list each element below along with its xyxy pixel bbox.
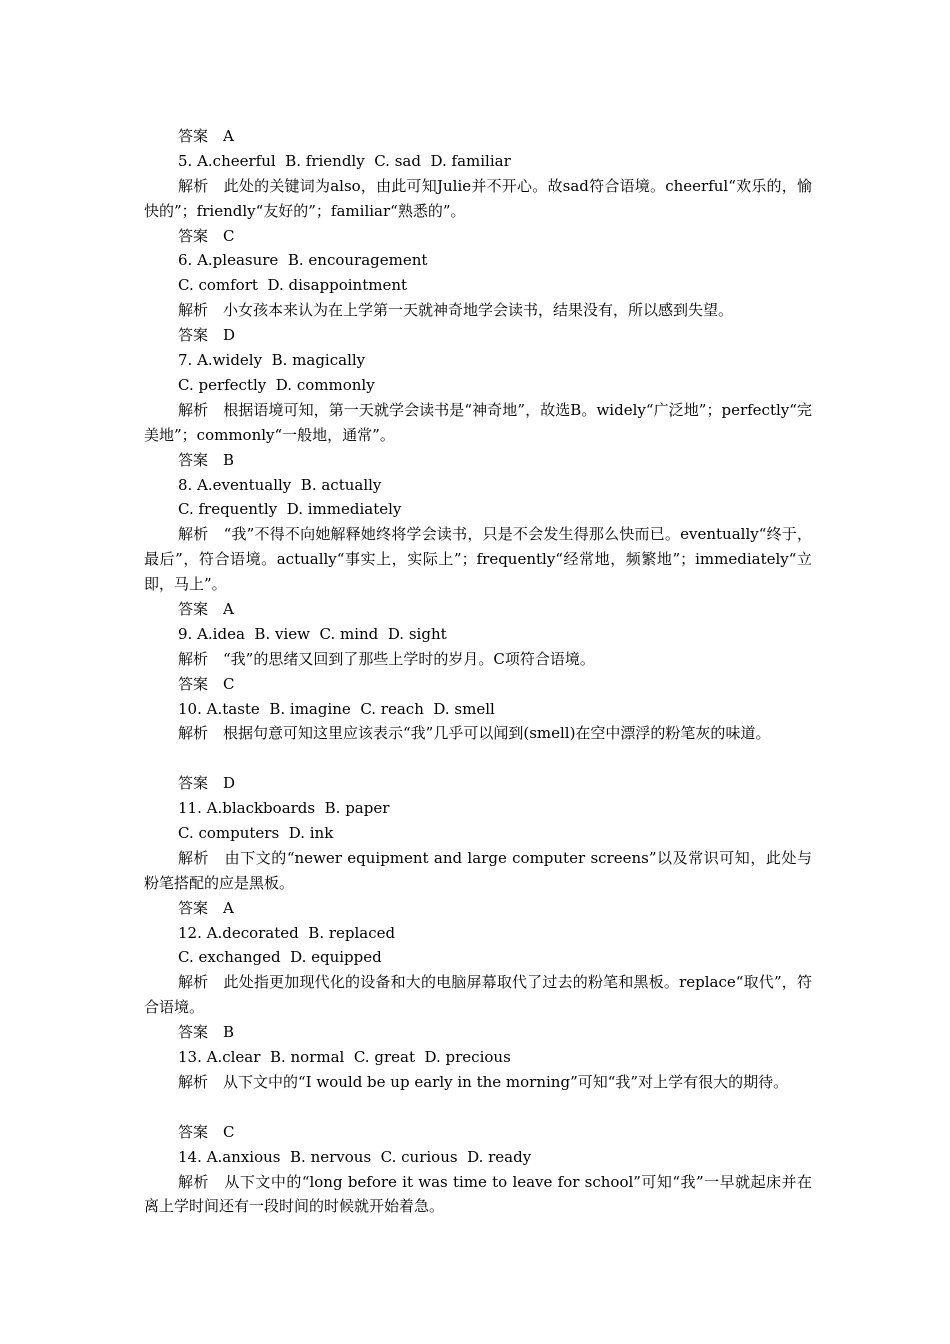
question-options: 12. A.decorated B. replaced (178, 923, 396, 942)
answer-line: 答案 A (178, 127, 234, 145)
explanation: 解析 根据句意可知这里应该表示“我”几乎可以闻到(smell)在空中漂浮的粉笔灰的味道。 (178, 724, 771, 743)
question-options: C. perfectly D. commonly (178, 375, 375, 394)
explanation: 解析 根据语境可知，第一天就学会读书是“神奇地”，故选B。widely“广泛地”；perfectly“完美地”；commonly“一般地，通常”。 (144, 400, 812, 444)
answer-line: 答案 B (178, 450, 235, 469)
question-options: 5. A.cheerful B. friendly C. sad D. familiar (178, 151, 511, 170)
explanation: 解析 由下文的“newer equipment and large computer screens”以及常识可知，此处与粉笔搭配的应是黑板。 (144, 848, 812, 892)
question-options: 11. A.blackboards B. paper (178, 799, 390, 818)
answer-line: 答案 B (178, 1023, 235, 1042)
explanation: 解析 小女孩本来认为在上学第一天就神奇地学会读书，结果没有，所以感到失望。 (178, 301, 734, 320)
answer-line: 答案 C (178, 226, 235, 245)
question-options: C. computers D. ink (178, 824, 334, 842)
answer-line: 答案 C (178, 674, 235, 693)
answer-explanations (144, 124, 812, 1219)
question-options: C. exchanged D. equipped (178, 948, 382, 967)
question-options: 10. A.taste B. imagine C. reach D. smell (178, 699, 495, 718)
explanation: 解析 从下文中的“I would be up early in the morning”可知“我”对上学有很大的期待。 (178, 1072, 789, 1091)
answer-line: 答案 A (178, 898, 234, 917)
question-options: 14. A.anxious B. nervous C. curious D. ready (178, 1147, 532, 1166)
answer-line: 答案 D (178, 774, 236, 793)
explanation: 解析 此处指更加现代化的设备和大的电脑屏幕取代了过去的粉笔和黑板。replace“取代”，符合语境。 (144, 973, 812, 1017)
answer-line: 答案 C (178, 1122, 235, 1141)
explanation: 解析 从下文中的“long before it was time to leave for school”可知“我”一早就起床并在离上学时间还有一段时间的时候就开始着急。 (144, 1172, 812, 1216)
explanation: 解析 “我”的思绪又回到了那些上学时的岁月。C项符合语境。 (178, 649, 595, 668)
question-options: 8. A.eventually B. actually (178, 475, 382, 494)
answer-line: 答案 D (178, 326, 236, 345)
question-options: 7. A.widely B. magically (178, 351, 366, 370)
question-options: 9. A.idea B. view C. mind D. sight (178, 624, 447, 643)
explanation: 解析 此处的关键词为also，由此可知Julie并不开心。故sad符合语境。cheerful“欢乐的，愉快的”；friendly“友好的”；familiar“熟悉的”。 (144, 176, 812, 220)
question-options: C. comfort D. disappointment (178, 276, 408, 295)
explanation: 解析 “我”不得不向她解释她终将学会读书，只是不会发生得那么快而已。eventually“终于，最后”，符合语境。actually“事实上，实际上”；frequently“经常地，频繁地”；immediately“立即，马上”。 (144, 525, 812, 594)
question-options: 13. A.clear B. normal C. great D. precious (178, 1048, 511, 1067)
answer-line: 答案 A (178, 599, 234, 618)
question-options: 6. A.pleasure B. encouragement (178, 251, 428, 270)
question-options: C. frequently D. immediately (178, 500, 402, 519)
